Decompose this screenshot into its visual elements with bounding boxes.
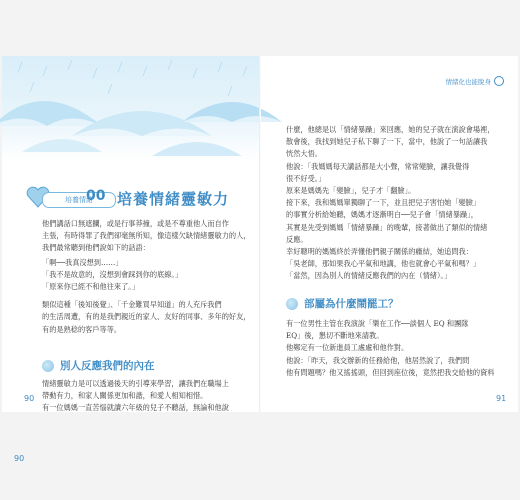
- left-page: [2, 56, 260, 463]
- left-paragraph-1: [42, 218, 250, 336]
- bubble-icon: [286, 298, 298, 310]
- text-line: 他說：「我媽媽每天講話都是大小聲，常常變臉，讓我覺得: [286, 161, 470, 171]
- text-line: 主張，有時得罪了我們卻毫無所知，像這樣欠缺情緒靈敏力的人，: [42, 231, 251, 241]
- right-paragraph-1: [286, 124, 494, 283]
- page-number-left-visible: 90: [24, 394, 35, 403]
- text-line: 有的是熟稔的客戶等等。: [42, 324, 122, 334]
- text-line: 的生活周遭，有的是我們親近的家人、友好的同事、多年的好友，: [42, 312, 251, 322]
- text-line: 幸好聰明的媽媽終於弄懂他們親子關係的癥結，她追問我：: [286, 247, 473, 257]
- text-line: 他們講話口無遮攔，或是行事莽撞，或是不尊重他人而自作: [42, 219, 229, 228]
- text-line: 情緒靈敏力是可以透過後天的引導來學習，讓我們在職場上: [42, 379, 229, 388]
- umbrella-illustration: [2, 56, 260, 161]
- quote-line: 「啊──我真沒想到……」: [42, 257, 123, 267]
- text-line: 「吳老師，那如果我心平氣和地講，他也就會心平氣和嗎？」: [286, 259, 481, 269]
- chapter-label-text: 培養情緒: [65, 196, 93, 204]
- text-line: 他有問題嗎？他又搖搖頭，但回到座位後，竟然把我交給他的資料: [286, 367, 495, 377]
- page-number-right: 91: [496, 394, 507, 403]
- text-line: 有一位媽媽一直苦惱就讀六年級的兒子不聽話，無論和他說: [42, 403, 229, 413]
- text-line: 類似這種「後知後覺」、「千金難買早知道」的人充斥我們: [42, 300, 222, 310]
- text-line: 恍然大悟。: [286, 149, 322, 159]
- text-line: 「當然，因為別人的情緒反應我們的內在（情緒）。」: [286, 271, 452, 281]
- left-paragraph-3: [42, 378, 229, 415]
- umbrella-banner: [2, 56, 260, 161]
- text-line: 反應。: [286, 234, 308, 244]
- left-section-heading: [42, 358, 155, 373]
- bubble-icon: [42, 360, 54, 372]
- quote-line: 「我不是故意的，沒想到會踩到你的底線。」: [42, 269, 183, 279]
- text-line: 什麼，他總是以「情緒暴躁」來回應，她的兒子就在演說會場裡，: [286, 125, 495, 134]
- right-section-heading: [286, 296, 399, 311]
- text-line: 原來是媽媽先「變臉」，兒子才「翻臉」。: [286, 186, 416, 196]
- text-line: 的事實分析給她聽，媽媽才逐漸明白──兒子會「情緒暴躁」，: [286, 210, 478, 220]
- text-line: 他鄭定有一位新進員工處處和他作對。: [286, 343, 409, 353]
- quote-line: 「原來你已經不和他往來了。」: [42, 282, 140, 292]
- text-line: 接下來，我和媽媽單獨聊了一下，並且把兒子害怕她「變臉」: [286, 198, 481, 208]
- chapter-number: 00: [86, 188, 106, 204]
- text-line: 有一位男性主管在我演說「樂在工作──談個人 EQ 和團隊: [286, 319, 469, 328]
- right-page: [260, 56, 518, 412]
- right-paragraph-2: [286, 318, 494, 379]
- section-heading-text: 部屬為什麼鬧罷工？: [304, 298, 399, 310]
- chapter-title: 培養情緒靈敏力: [117, 190, 230, 208]
- book-spread: [2, 56, 518, 463]
- section-heading-text: 別人反應我們的內在: [60, 360, 155, 372]
- smiley-icon: [494, 76, 504, 86]
- running-head-text: 情緒化也能脫身: [445, 77, 491, 86]
- text-line: EQ」後，懇切不斷地來請教。: [286, 331, 384, 341]
- text-line: 帶動有力，和家人關係更加和諧，和愛人相知相惜。: [42, 391, 208, 401]
- text-line: 很不好受。」: [286, 173, 326, 183]
- page-number-left: 90: [14, 454, 25, 463]
- text-line: 我們最常聽到他們說如下的話語：: [42, 243, 150, 253]
- running-head: [446, 76, 505, 86]
- text-line: 他說：「昨天，我交辦新的任務給他，他居然說了，我們問: [286, 355, 470, 365]
- text-line: 散會後，我找到她兒子私下聊了一下，當中，他說了一句話讓我: [286, 137, 488, 147]
- text-line: 其實是先受到媽媽「情緒暴躁」的晚輩，接著做出了類似的情緒: [286, 222, 488, 232]
